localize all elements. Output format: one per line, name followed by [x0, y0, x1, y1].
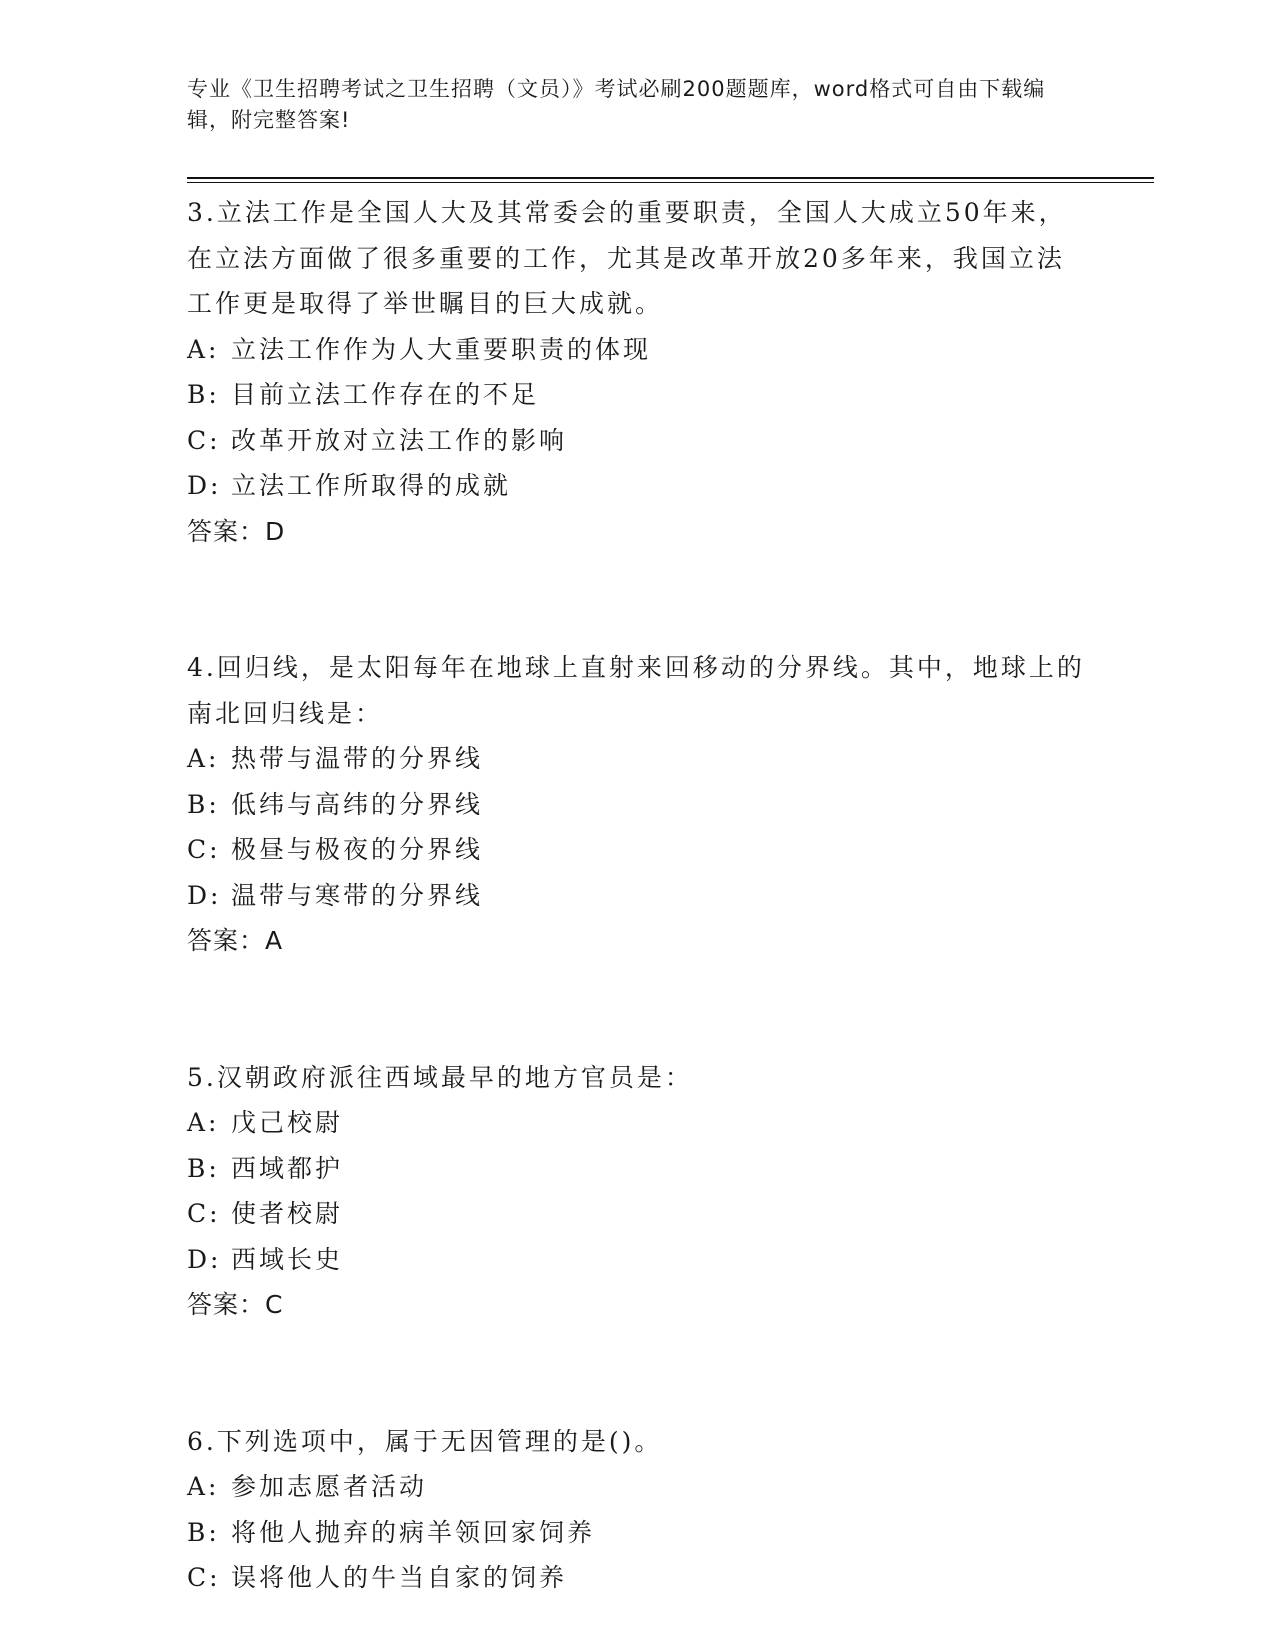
option-text: 目前立法工作存在的不足 — [231, 380, 540, 409]
option-text: 西域都护 — [231, 1153, 344, 1183]
answer-line: 答案：C — [187, 1290, 284, 1319]
option-text: 使者校尉 — [231, 1199, 344, 1228]
option-letter: A: — [187, 334, 220, 364]
option-letter: B: — [187, 1153, 220, 1183]
option-text: 温带与寒带的分界线 — [231, 880, 484, 910]
option-letter: D: — [187, 471, 222, 500]
option-text: 将他人抛弃的病羊领回家饲养 — [231, 1517, 596, 1547]
option-text: 极昼与极夜的分界线 — [231, 835, 484, 864]
option-letter: A: — [187, 744, 220, 773]
option-text: 误将他人的牛当自家的饲养 — [231, 1563, 568, 1592]
question-block — [187, 1055, 1087, 1328]
option-letter: A: — [187, 1108, 220, 1137]
option-c — [187, 827, 1087, 873]
option-letter: A: — [187, 1472, 220, 1501]
option-text: 戊己校尉 — [231, 1108, 344, 1137]
document-header: 专业《卫生招聘考试之卫生招聘（文员）》考试必刷200题题库，word格式可自由下载编辑，附完整答案! — [187, 77, 1046, 132]
answer-line: 答案：A — [187, 926, 284, 955]
option-a — [187, 1100, 1087, 1146]
option-d — [187, 873, 1087, 919]
option-letter: C: — [187, 425, 221, 455]
option-text: 立法工作作为人大重要职责的体现 — [231, 334, 652, 364]
question-stem: 6.下列选项中，属于无因管理的是()。 — [187, 1426, 663, 1456]
option-letter: C: — [187, 1563, 221, 1592]
question-stem: 5.汉朝政府派往西域最早的地方官员是： — [187, 1062, 693, 1092]
option-c — [187, 1555, 1087, 1601]
option-text: 西域长史 — [231, 1244, 344, 1274]
option-letter: B: — [187, 789, 220, 819]
option-text: 低纬与高纬的分界线 — [231, 789, 484, 819]
option-a — [187, 327, 1087, 373]
option-b — [187, 1510, 1087, 1556]
question-block — [187, 645, 1087, 964]
option-text: 参加志愿者活动 — [231, 1472, 428, 1501]
option-text: 立法工作所取得的成就 — [231, 471, 512, 500]
option-letter: B: — [187, 380, 220, 409]
question-spacer — [187, 554, 1087, 645]
option-letter: B: — [187, 1517, 220, 1547]
option-letter: D: — [187, 1244, 222, 1274]
option-d — [187, 463, 1087, 509]
option-letter: C: — [187, 1199, 221, 1228]
answer-line: 答案：D — [187, 516, 286, 546]
option-b — [187, 782, 1087, 828]
question-block — [187, 1419, 1087, 1601]
question-stem: 4.回归线，是太阳每年在地球上直射来回移动的分界线。其中，地球上的南北回归线是： — [187, 653, 1085, 728]
option-text: 热带与温带的分界线 — [231, 744, 484, 773]
option-b — [187, 372, 1087, 418]
option-d — [187, 1237, 1087, 1283]
question-stem: 3.立法工作是全国人大及其常委会的重要职责，全国人大成立50年来，在立法方面做了很多重要的工作，尤其是改革开放20多年来，我国立法工作更是取得了举世瞩目的巨大成就。 — [187, 198, 1067, 318]
question-spacer — [187, 1328, 1087, 1419]
question-list — [187, 190, 1087, 1601]
option-letter: C: — [187, 835, 221, 864]
option-a — [187, 736, 1087, 782]
option-letter: D: — [187, 880, 222, 910]
header-divider-thin — [187, 182, 1154, 183]
option-a — [187, 1464, 1087, 1510]
option-b — [187, 1146, 1087, 1192]
option-c — [187, 418, 1087, 464]
option-text: 改革开放对立法工作的影响 — [231, 425, 568, 455]
header-divider — [187, 177, 1154, 179]
question-spacer — [187, 964, 1087, 1055]
option-c — [187, 1191, 1087, 1237]
question-block — [187, 190, 1087, 554]
